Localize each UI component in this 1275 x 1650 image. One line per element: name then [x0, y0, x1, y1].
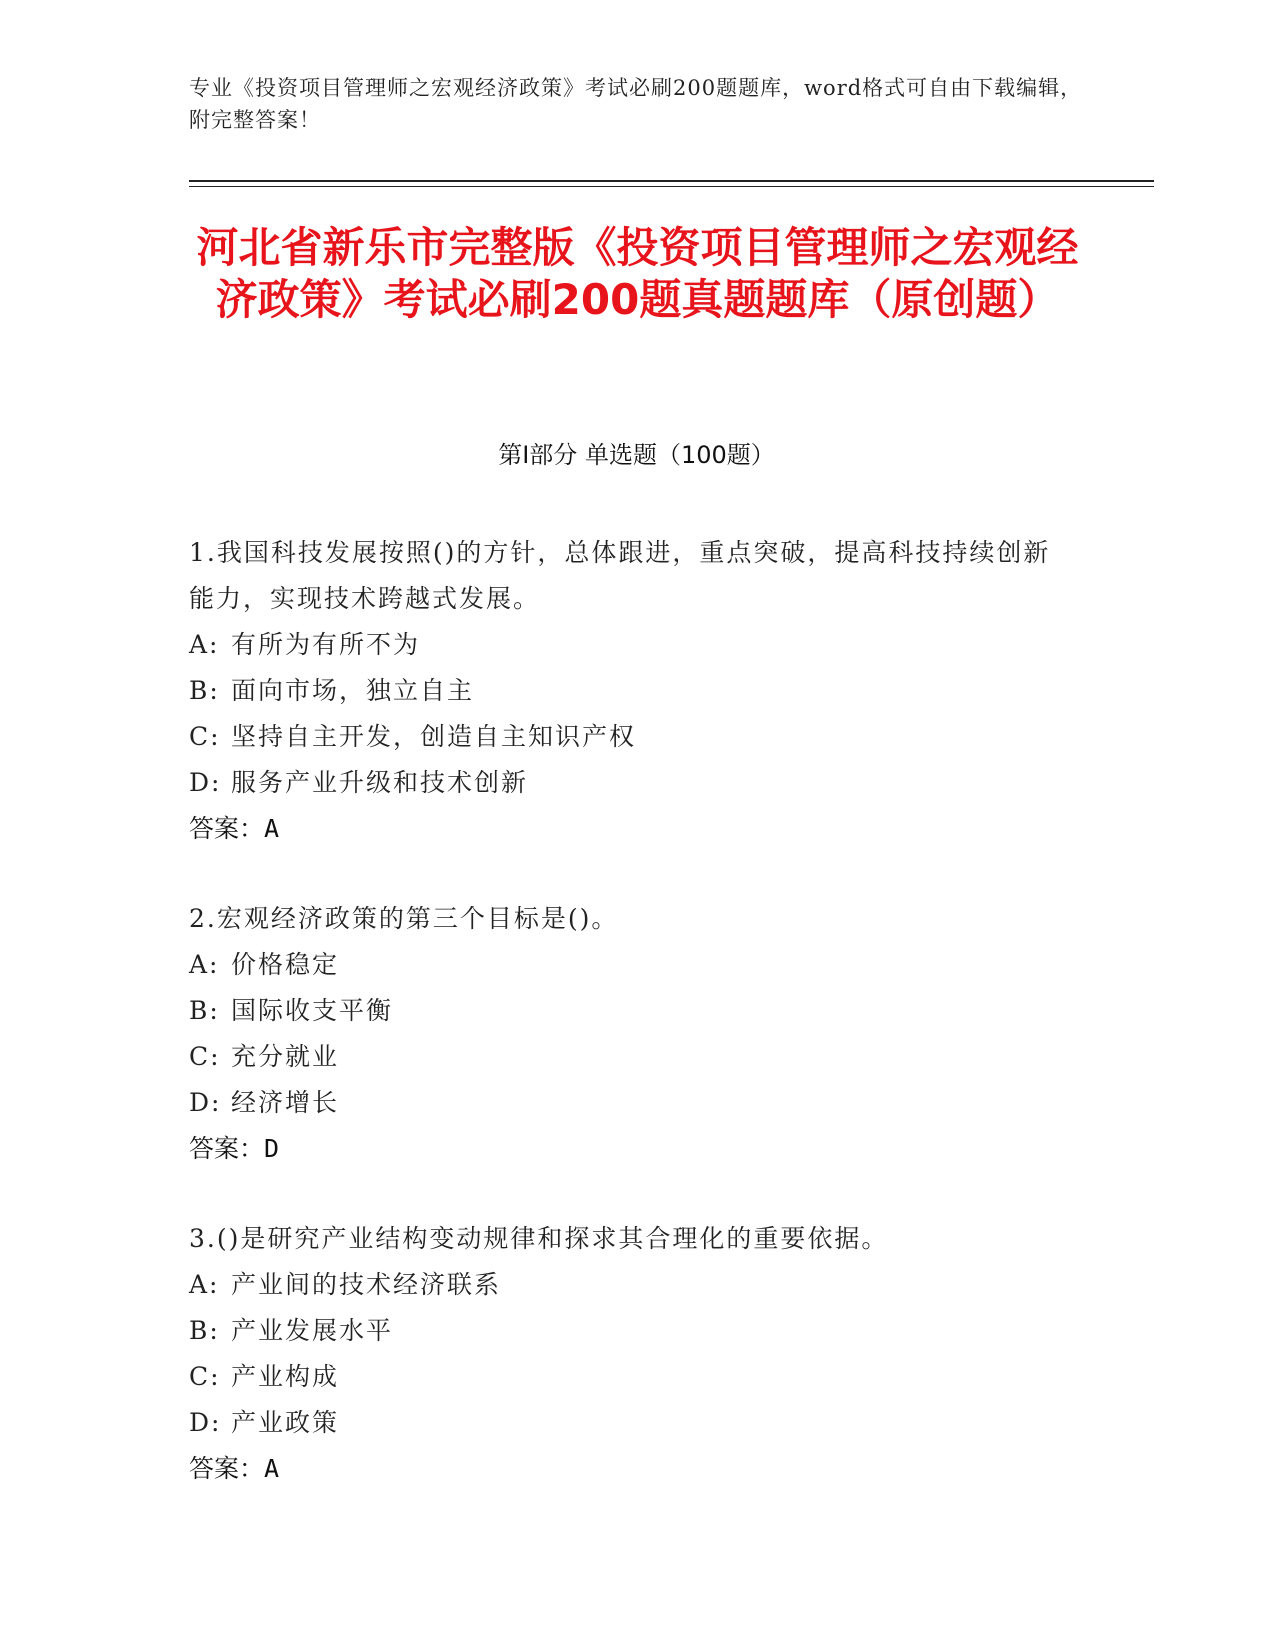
option-key: C: — [189, 1042, 221, 1071]
answer-label: 答案： — [189, 814, 265, 843]
option-text: 产业构成 — [231, 1362, 340, 1391]
option-text: 经济增长 — [231, 1088, 340, 1117]
option-text: 有所为有所不为 — [231, 630, 421, 659]
option-d — [189, 1400, 1069, 1446]
answer-label: 答案： — [189, 1454, 265, 1483]
option-text: 面向市场，独立自主 — [231, 676, 475, 705]
option-a — [189, 942, 1069, 988]
option-a — [189, 622, 1069, 668]
option-d — [189, 1080, 1069, 1126]
option-d — [189, 760, 1069, 806]
question-stem: 2.宏观经济政策的第三个目标是()。 — [189, 904, 619, 933]
answer-label: 答案： — [189, 1134, 265, 1163]
option-text: 价格稳定 — [231, 950, 340, 979]
question-stem: 3.()是研究产业结构变动规律和探求其合理化的重要依据。 — [189, 1224, 889, 1253]
option-key: D: — [189, 1088, 222, 1117]
option-key: B: — [189, 676, 220, 705]
question-1 — [189, 530, 1069, 852]
option-b — [189, 988, 1069, 1034]
question-3 — [189, 1216, 1069, 1492]
document-title: 河北省新乐市完整版《投资项目管理师之宏观经济政策》考试必刷200题真题题库（原创题） — [196, 223, 1079, 324]
option-key: D: — [189, 768, 222, 797]
section-title: 第I部分 单选题（100题） — [498, 441, 775, 469]
header-divider-thick — [189, 180, 1154, 182]
header-note: 专业《投资项目管理师之宏观经济政策》考试必刷200题题库，word格式可自由下载编辑，附完整答案！ — [189, 76, 1083, 132]
option-key: B: — [189, 996, 220, 1025]
option-a — [189, 1262, 1069, 1308]
option-key: B: — [189, 1316, 220, 1345]
option-key: C: — [189, 1362, 221, 1391]
answer-value: A — [264, 1454, 280, 1483]
option-c — [189, 1354, 1069, 1400]
answer-line — [189, 1446, 1069, 1492]
answer-value: D — [264, 1134, 280, 1163]
option-key: A: — [189, 630, 220, 659]
option-text: 产业间的技术经济联系 — [231, 1270, 502, 1299]
option-c — [189, 714, 1069, 760]
answer-line — [189, 806, 1069, 852]
option-text: 充分就业 — [231, 1042, 340, 1071]
option-c — [189, 1034, 1069, 1080]
answer-line — [189, 1126, 1069, 1172]
option-b — [189, 668, 1069, 714]
option-key: A: — [189, 950, 220, 979]
answer-value: A — [264, 814, 280, 843]
option-text: 服务产业升级和技术创新 — [231, 768, 529, 797]
option-key: D: — [189, 1408, 222, 1437]
option-text: 坚持自主开发，创造自主知识产权 — [231, 722, 637, 751]
option-text: 产业政策 — [231, 1408, 340, 1437]
option-text: 产业发展水平 — [231, 1316, 394, 1345]
option-key: C: — [189, 722, 221, 751]
header-divider-thin — [189, 186, 1154, 187]
question-2 — [189, 896, 1069, 1172]
option-b — [189, 1308, 1069, 1354]
option-key: A: — [189, 1270, 220, 1299]
question-list — [189, 530, 1069, 1536]
question-stem: 1.我国科技发展按照()的方针，总体跟进，重点突破，提高科技持续创新能力，实现技术跨越式发展。 — [189, 538, 1051, 613]
option-text: 国际收支平衡 — [231, 996, 394, 1025]
